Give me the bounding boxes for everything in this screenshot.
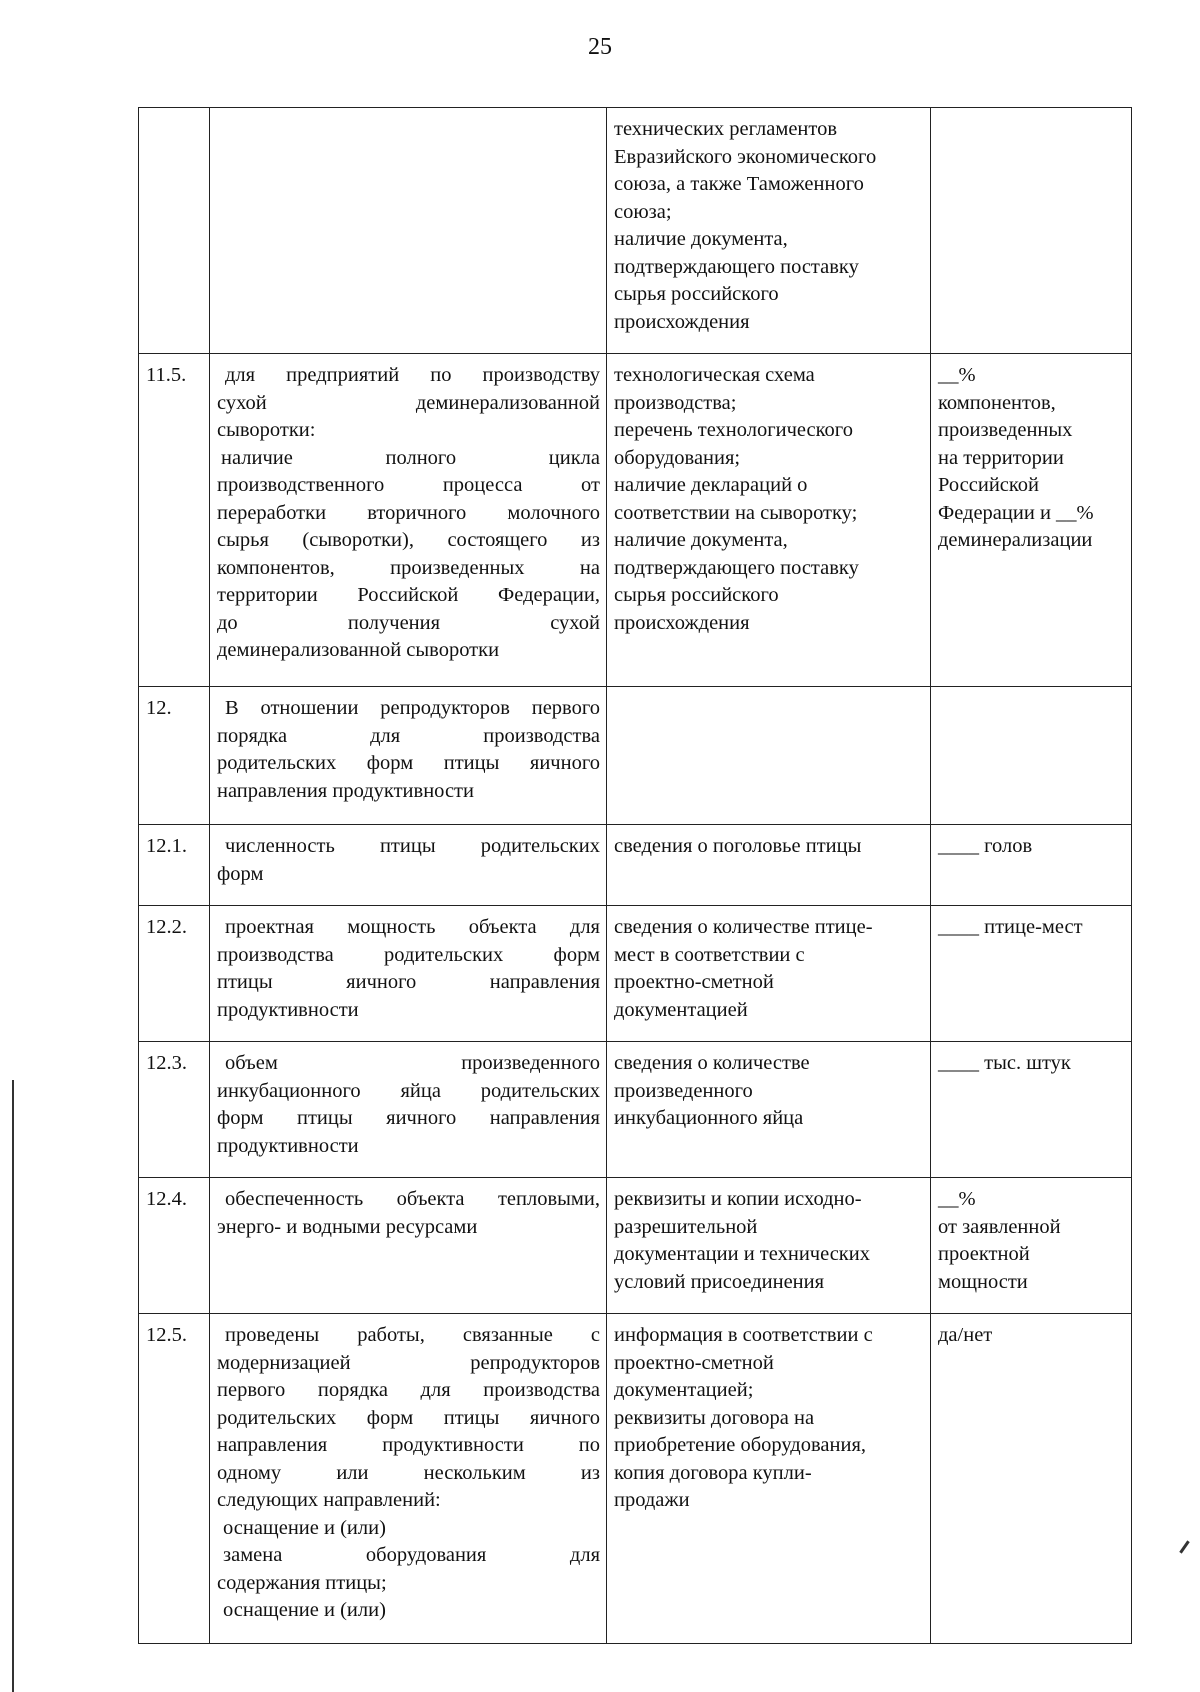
value-line: ____ птице-мест (938, 916, 1083, 938)
left-margin-line (12, 1080, 14, 1692)
criterion-line: следующих направлений: (217, 1489, 441, 1511)
criterion-line: одному или нескольким из (217, 1461, 600, 1484)
row-number: 12.4. (146, 1188, 187, 1210)
value-cell (931, 906, 1132, 1042)
criterion-line: направления продуктивности по (217, 1434, 600, 1456)
document-line: оборудования; (614, 446, 741, 469)
value-line: __% (938, 1188, 976, 1210)
document-line: проектно-сметной (614, 1351, 774, 1374)
value-line: __% (938, 364, 976, 386)
document-line: наличие деклараций о (614, 474, 808, 496)
criterion-line: сырья (сыворотки), состоящего из (217, 529, 600, 551)
value-line: Федерации и __% (938, 501, 1094, 524)
document-line: производства; (614, 391, 737, 414)
criterion-line: родительских форм птицы яичного (217, 1406, 600, 1429)
document-line: наличие документа, (614, 228, 788, 250)
document-line: подтверждающего поставку (614, 556, 859, 579)
document-line: союза; (614, 200, 672, 223)
document-line: мест в соответствии с (614, 943, 805, 966)
row-number-cell (139, 687, 210, 825)
table-row (139, 354, 1132, 687)
criterion-line: территории Российской Федерации, (217, 584, 600, 606)
criterion-line: деминерализованной сыворотки (217, 639, 500, 661)
documents-cell (607, 1042, 931, 1178)
document-line: документацией (614, 998, 748, 1021)
document-line: документацией; (614, 1379, 754, 1401)
criterion-line: сыворотки: (217, 419, 316, 441)
row-number-cell (139, 1314, 210, 1644)
table-row (139, 687, 1132, 825)
document-line: сырья российского (614, 283, 779, 305)
documents-cell (607, 354, 931, 687)
criterion-line: первого порядка для производства (217, 1379, 600, 1401)
criterion-line: птицы яичного направления (217, 971, 600, 993)
criterion-line: содержания птицы; (217, 1571, 387, 1594)
document-line: реквизиты и копии исходно- (614, 1188, 862, 1210)
criterion-line: форм птицы яичного направления (217, 1107, 600, 1129)
document-line: технических регламентов (614, 118, 838, 140)
criterion-line: проведены работы, связанные с (225, 1324, 600, 1346)
document-line: сведения о количестве (614, 1052, 810, 1074)
stray-pen-mark (1179, 1540, 1189, 1553)
documents-cell (607, 906, 931, 1042)
document-line: копия договора купли- (614, 1461, 812, 1484)
criterion-cell (210, 687, 607, 825)
document-line: происхождения (614, 310, 750, 333)
row-number: 12.3. (146, 1052, 187, 1074)
table-row (139, 825, 1132, 906)
table-row (139, 1042, 1132, 1178)
value-line: деминерализации (938, 529, 1093, 551)
criterion-line: порядка для производства (217, 724, 600, 747)
row-number-cell (139, 108, 210, 354)
value-cell (931, 1178, 1132, 1314)
row-number-cell (139, 354, 210, 687)
value-cell (931, 1314, 1132, 1644)
criterion-line: В отношении репродукторов первого (225, 697, 600, 719)
document-line: технологическая схема (614, 364, 815, 386)
row-number-cell (139, 825, 210, 906)
row-number: 12. (146, 697, 172, 719)
document-line: перечень технологического (614, 419, 853, 441)
document-line: союза, а также Таможенного (614, 173, 864, 195)
document-line: реквизиты договора на (614, 1406, 815, 1429)
value-line: проектной (938, 1243, 1030, 1265)
criterion-line: производства родительских форм (217, 943, 600, 966)
criterion-line: численность птицы родительских (225, 835, 600, 857)
document-line: приобретение оборудования, (614, 1434, 866, 1456)
documents-cell (607, 687, 931, 825)
criterion-line: продуктивности (217, 1134, 359, 1157)
criterion-line: родительских форм птицы яичного (217, 752, 600, 774)
criterion-cell (210, 1178, 607, 1314)
documents-cell (607, 108, 931, 354)
criteria-table (138, 107, 1132, 1644)
value-cell (931, 825, 1132, 906)
criterion-line: для предприятий по производству (225, 364, 600, 386)
document-line: происхождения (614, 611, 750, 634)
document-line: подтверждающего поставку (614, 255, 859, 278)
documents-cell (607, 1178, 931, 1314)
table-row (139, 108, 1132, 354)
value-line: ____ тыс. штук (938, 1052, 1071, 1074)
row-number-cell (139, 1178, 210, 1314)
document-line: разрешительной (614, 1215, 758, 1238)
criterion-line: обеспеченность объекта тепловыми, (225, 1188, 600, 1210)
value-cell (931, 687, 1132, 825)
value-line: компонентов, (938, 391, 1056, 414)
documents-cell (607, 1314, 931, 1644)
criterion-cell (210, 825, 607, 906)
criterion-line: до получения сухой (217, 611, 600, 634)
value-cell (931, 1042, 1132, 1178)
document-line: сведения о количестве птице- (614, 916, 873, 938)
criterion-line: энерго- и водными ресурсами (217, 1215, 478, 1238)
document-line: наличие документа, (614, 529, 788, 551)
criterion-line: объем произведенного (225, 1052, 600, 1074)
table-row (139, 1178, 1132, 1314)
criterion-cell (210, 1042, 607, 1178)
row-number: 11.5. (146, 364, 187, 386)
criterion-cell (210, 1314, 607, 1644)
table-row (139, 906, 1132, 1042)
criterion-cell (210, 108, 607, 354)
row-number-cell (139, 1042, 210, 1178)
value-line: на территории (938, 446, 1064, 469)
criterion-line: наличие полного цикла (221, 446, 600, 469)
document-line: Евразийского экономического (614, 145, 877, 168)
criterion-cell (210, 906, 607, 1042)
value-line: ____ голов (938, 835, 1033, 857)
document-line: произведенного (614, 1079, 753, 1102)
criterion-cell (210, 354, 607, 687)
row-number: 12.5. (146, 1324, 187, 1346)
criterion-line: сухой деминерализованной (217, 391, 600, 414)
documents-cell (607, 825, 931, 906)
page-number: 25 (588, 34, 612, 60)
criterion-line: производственного процесса от (217, 474, 600, 496)
document-line: продажи (614, 1489, 690, 1511)
value-line: Российской (938, 474, 1040, 496)
criterion-line: направления продуктивности (217, 779, 474, 802)
table-row (139, 1314, 1132, 1644)
criterion-line: компонентов, произведенных на (217, 556, 600, 579)
criterion-line: продуктивности (217, 998, 359, 1021)
value-cell (931, 354, 1132, 687)
value-line: да/нет (938, 1324, 993, 1346)
criterion-line: проектная мощность объекта для (225, 916, 600, 938)
document-line: инкубационного яйца (614, 1107, 804, 1129)
row-number: 12.2. (146, 916, 187, 938)
document-line: документации и технических (614, 1243, 870, 1265)
document-line: условий присоединения (614, 1270, 825, 1293)
criterion-line: оснащение и (или) (223, 1516, 386, 1539)
document-line: соответствии на сыворотку; (614, 501, 858, 524)
value-line: от заявленной (938, 1215, 1061, 1238)
criterion-line: оснащение и (или) (223, 1599, 386, 1621)
criterion-line: модернизацией репродукторов (217, 1351, 600, 1374)
document-line: сведения о поголовье птицы (614, 835, 862, 857)
document-line: проектно-сметной (614, 971, 774, 993)
criterion-line: инкубационного яйца родительских (217, 1079, 600, 1102)
criterion-line: переработки вторичного молочного (217, 501, 600, 524)
value-cell (931, 108, 1132, 354)
row-number: 12.1. (146, 835, 187, 857)
row-number-cell (139, 906, 210, 1042)
criterion-line: замена оборудования для (223, 1544, 600, 1566)
criterion-line: форм (217, 862, 264, 885)
document-line: информация в соответствии с (614, 1324, 873, 1346)
value-line: мощности (938, 1270, 1028, 1293)
value-line: произведенных (938, 419, 1073, 441)
document-line: сырья российского (614, 584, 779, 606)
